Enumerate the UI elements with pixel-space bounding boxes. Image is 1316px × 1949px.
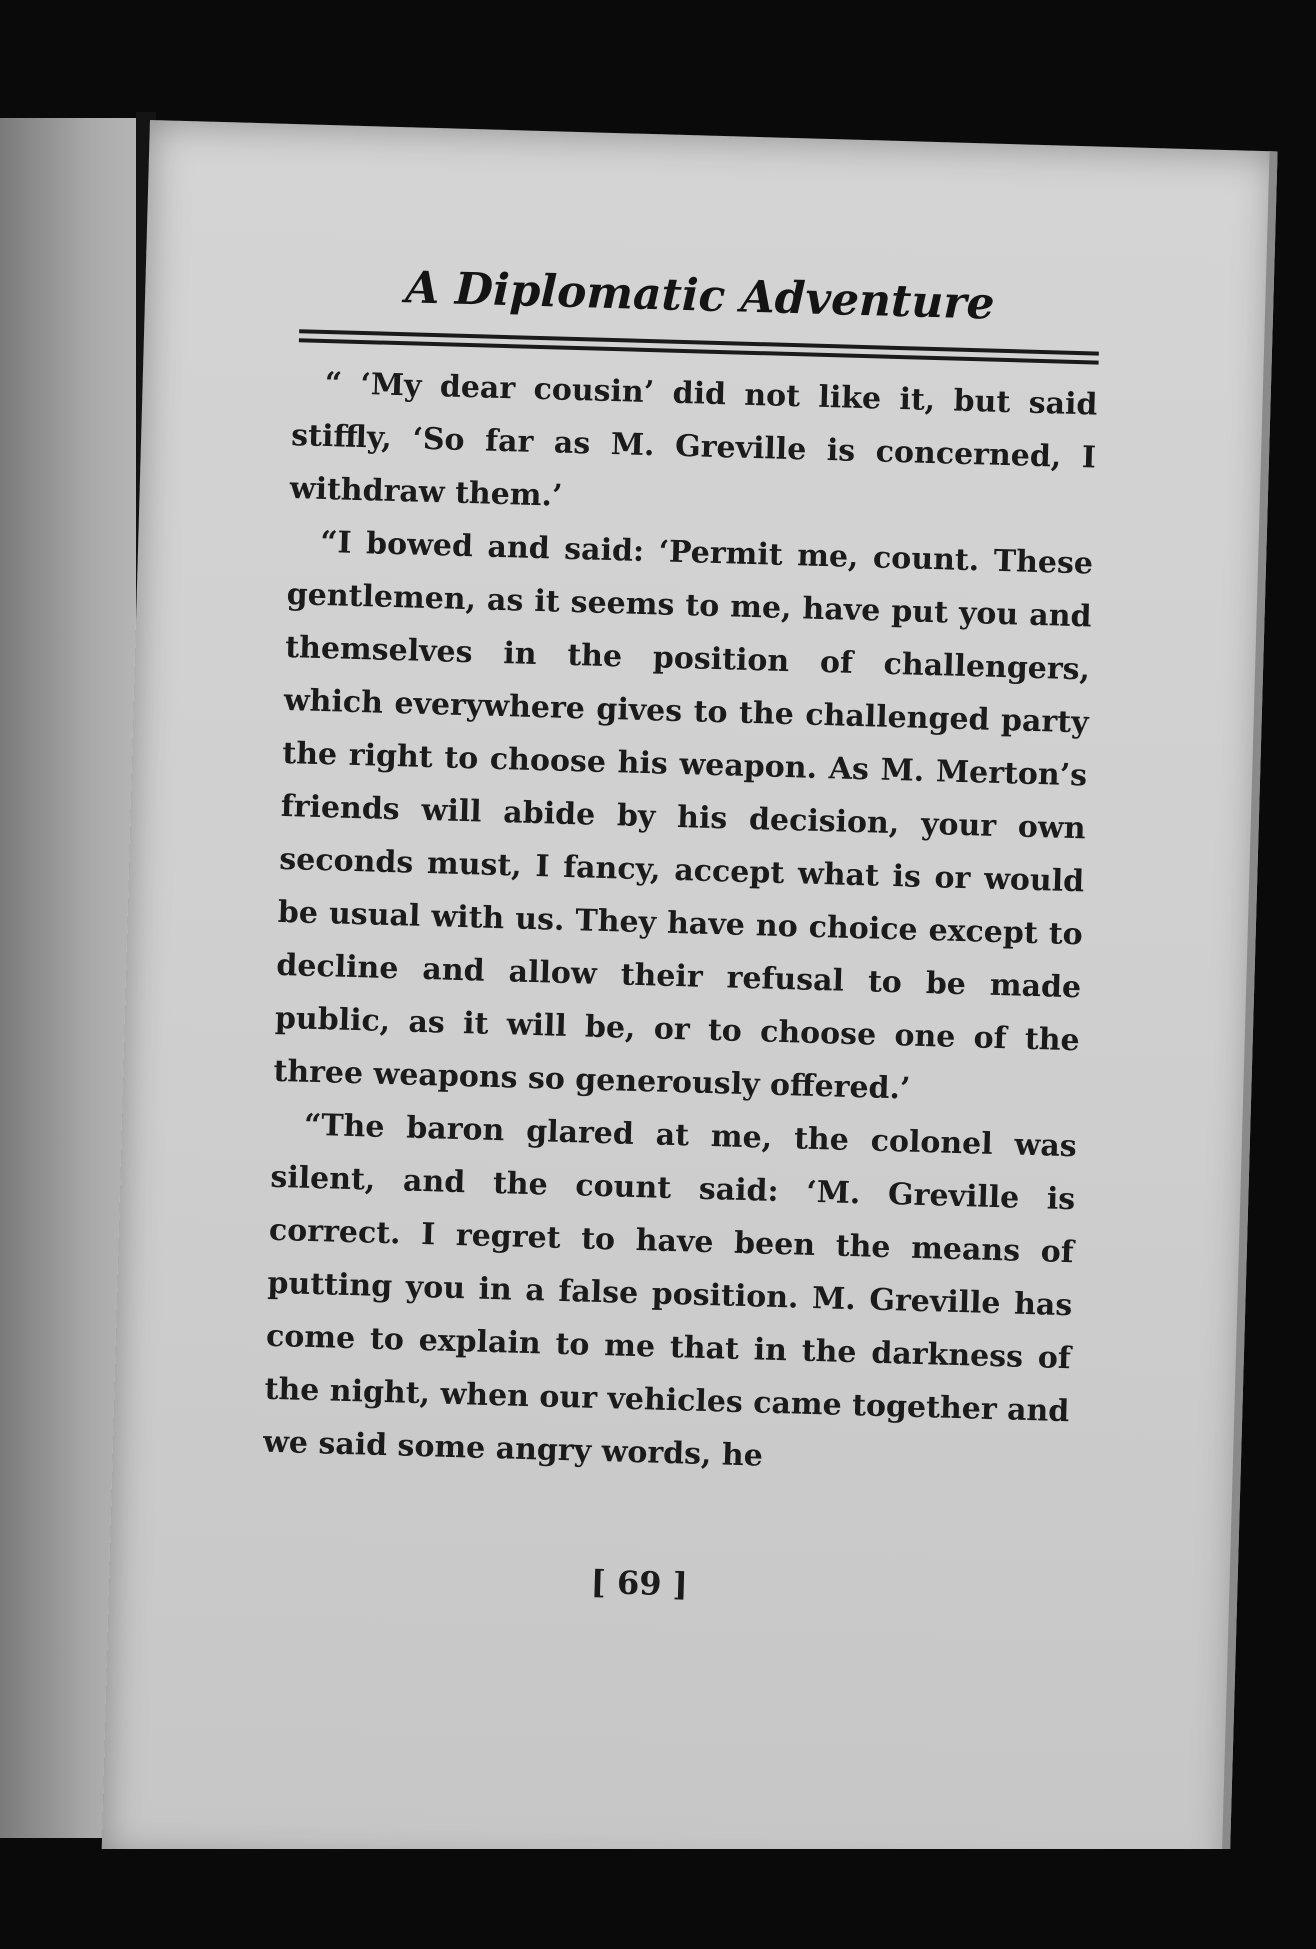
page-number: [ 69 ] [590,1562,689,1604]
paragraph: “I bowed and said: ‘Permit me, count. These gentlemen, as it seems to me, have put you and themselves in the position of challengers, which everywhere gives to the challenged party the right to choose his weapon. As M. Merton’s friends will abide by his decision, your own seconds must, I fancy, accept what is or would be usual with us. They have no choice except to decline and allow their refusal to be made public, as it will be, or to choose one of the three weapons so generously offered.’ [272,524,1094,1107]
page-body [262,356,1098,1491]
bottom-shadow [0,1849,1316,1949]
paragraph: “ ‘My dear cousin’ did not like it, but said stiffly, ‘So far as M. Greville is concerned, I withdraw them.’ [289,365,1098,514]
running-head: A Diplomatic Adventure [404,262,996,330]
book-page [101,120,1277,1891]
page-edge [1221,151,1278,1891]
paragraph: “The baron glared at me, the colonel was silent, and the count said: ‘M. Greville is correct. I regret to have been the means of putting you in a false position. M. Greville has come to explain to me that in the darkness of the night, when our vehicles came together and we said some angry words, he [262,1107,1078,1474]
